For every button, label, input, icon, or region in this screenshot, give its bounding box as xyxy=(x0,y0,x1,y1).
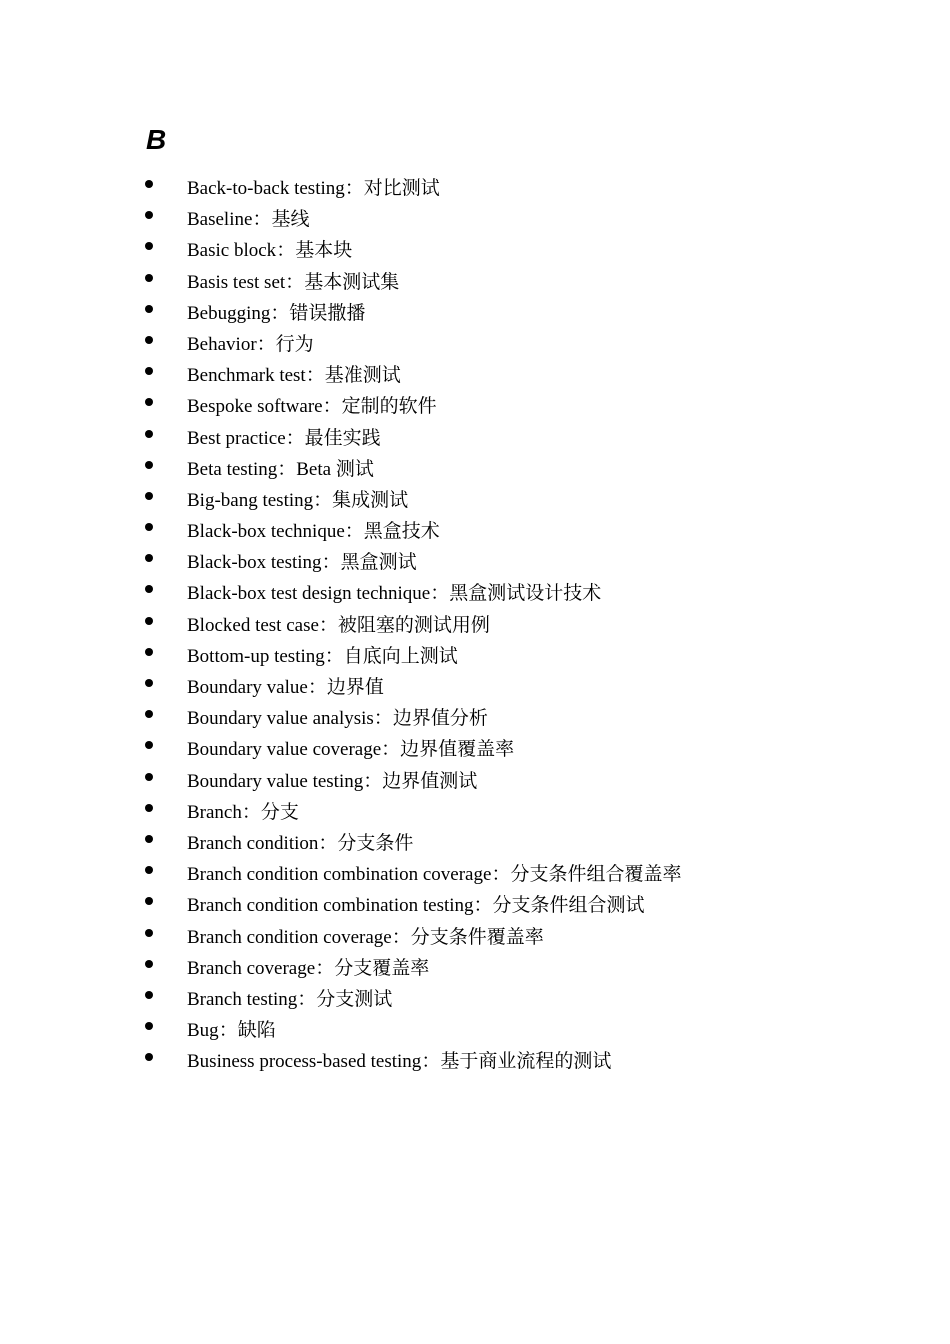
entry-term: Blocked test case xyxy=(187,614,319,636)
glossary-entry xyxy=(0,516,950,547)
glossary-entry xyxy=(0,890,950,921)
bullet-icon xyxy=(145,804,153,812)
bullet-icon xyxy=(145,648,153,656)
entry-text xyxy=(187,984,392,1015)
entry-text xyxy=(187,423,381,454)
entry-text xyxy=(187,703,488,734)
entry-text xyxy=(187,1046,611,1077)
entry-term: Beta testing xyxy=(187,458,278,480)
bullet-icon xyxy=(145,305,153,313)
bullet-icon xyxy=(145,1022,153,1030)
entry-translation: 最佳实践 xyxy=(304,427,381,449)
entry-separator: ： xyxy=(241,801,261,823)
entry-separator: ： xyxy=(277,458,297,480)
entry-translation: 集成测试 xyxy=(332,489,409,511)
entry-term: Back-to-back testing xyxy=(187,178,345,199)
bullet-icon xyxy=(145,398,153,406)
glossary-entry xyxy=(0,1046,950,1077)
entry-text xyxy=(187,578,601,609)
entry-text xyxy=(187,859,681,890)
bullet-icon xyxy=(145,835,153,843)
glossary-entry xyxy=(0,828,950,859)
entry-separator: ： xyxy=(344,521,364,543)
bullet-icon xyxy=(145,211,153,219)
entry-separator: ： xyxy=(256,333,276,355)
glossary-entry xyxy=(0,360,950,391)
glossary-entry xyxy=(0,329,950,360)
entry-term: Boundary value testing xyxy=(187,770,364,792)
entry-text xyxy=(187,454,374,485)
glossary-entry xyxy=(0,859,950,890)
bullet-icon xyxy=(145,180,153,188)
entry-term: Bespoke software xyxy=(187,396,323,418)
bullet-icon xyxy=(145,741,153,749)
entry-separator: ： xyxy=(218,1020,238,1042)
bullet-icon xyxy=(145,710,153,718)
entry-translation: 边界值覆盖率 xyxy=(400,739,515,761)
bullet-icon xyxy=(145,866,153,874)
entry-separator: ： xyxy=(473,895,493,917)
entry-translation: 分支 xyxy=(260,801,299,823)
bullet-icon xyxy=(145,929,153,937)
glossary-entry xyxy=(0,298,950,329)
entry-term: Business process-based testing xyxy=(187,1051,422,1073)
glossary-entry xyxy=(0,922,950,953)
entry-term: Boundary value analysis xyxy=(187,708,374,730)
glossary-entry xyxy=(0,610,950,641)
glossary-entry xyxy=(0,391,950,422)
entry-translation: 分支条件覆盖率 xyxy=(410,926,544,948)
entry-translation: 行为 xyxy=(275,333,314,355)
bullet-icon xyxy=(145,585,153,593)
entry-text xyxy=(187,547,417,578)
bullet-icon xyxy=(145,773,153,781)
bullet-icon xyxy=(145,617,153,625)
entry-translation: 基线 xyxy=(271,209,310,231)
entry-translation: 黑盒技术 xyxy=(363,521,440,543)
entry-text xyxy=(187,173,440,204)
entry-separator: ： xyxy=(307,677,327,698)
entry-translation: 黑盒测试 xyxy=(340,552,417,574)
bullet-icon xyxy=(145,461,153,469)
entry-translation: 自底向上测试 xyxy=(343,645,458,667)
entry-separator: ： xyxy=(285,271,305,293)
bullet-icon xyxy=(145,336,153,344)
entry-text xyxy=(187,797,299,828)
bullet-icon xyxy=(145,991,153,999)
entry-text xyxy=(187,329,314,360)
entry-translation: 基本测试集 xyxy=(304,271,400,293)
entry-term: Bottom-up testing xyxy=(187,645,325,667)
entry-separator: ： xyxy=(297,988,317,1010)
entry-separator: ： xyxy=(421,1051,441,1073)
entry-term: Bebugging xyxy=(187,302,271,324)
entry-translation: 基于商业流程的测试 xyxy=(440,1051,612,1073)
entry-term: Boundary value coverage xyxy=(187,739,382,761)
glossary-entry xyxy=(0,766,950,797)
entry-translation: 分支条件组合覆盖率 xyxy=(510,864,682,886)
entry-text xyxy=(187,734,514,765)
entry-translation: 边界值 xyxy=(326,677,384,698)
glossary-list xyxy=(0,173,950,1077)
entry-translation: 分支条件 xyxy=(337,832,414,854)
entry-translation: 定制的软件 xyxy=(341,396,437,418)
entry-separator: ： xyxy=(322,396,342,418)
entry-separator: ： xyxy=(430,583,450,605)
entry-text xyxy=(187,1015,276,1046)
entry-separator: ： xyxy=(321,552,341,574)
bullet-icon xyxy=(145,1053,153,1061)
section-heading: B xyxy=(146,124,167,155)
glossary-entry xyxy=(0,173,950,204)
entry-text xyxy=(187,235,352,266)
entry-text xyxy=(187,828,413,859)
entry-text xyxy=(187,267,399,298)
bullet-icon xyxy=(145,367,153,375)
entry-translation: 缺陷 xyxy=(237,1020,276,1042)
entry-text xyxy=(187,890,645,921)
entry-term: Black-box test design technique xyxy=(187,583,431,605)
glossary-entry xyxy=(0,1015,950,1046)
bullet-icon xyxy=(145,897,153,905)
bullet-icon xyxy=(145,960,153,968)
entry-term: Best practice xyxy=(187,427,286,449)
glossary-entry xyxy=(0,953,950,984)
entry-text xyxy=(187,516,440,547)
entry-text xyxy=(187,641,458,672)
bullet-icon xyxy=(145,554,153,562)
entry-text xyxy=(187,391,437,422)
entry-translation: Beta 测试 xyxy=(296,458,374,480)
entry-separator: ： xyxy=(491,864,511,886)
entry-translation: 对比测试 xyxy=(363,178,440,199)
bullet-icon xyxy=(145,274,153,282)
entry-translation: 分支覆盖率 xyxy=(334,957,430,979)
entry-term: Bug xyxy=(187,1020,219,1042)
entry-separator: ： xyxy=(285,427,305,449)
glossary-entry xyxy=(0,641,950,672)
glossary-entry xyxy=(0,204,950,235)
entry-term: Benchmark test xyxy=(187,365,306,387)
entry-translation: 边界值分析 xyxy=(392,708,488,730)
glossary-entry xyxy=(0,984,950,1015)
entry-separator: ： xyxy=(381,739,401,761)
entry-term: Basic block xyxy=(187,240,277,262)
entry-term: Baseline xyxy=(187,209,253,231)
entry-translation: 错误撒播 xyxy=(289,302,366,324)
entry-separator: ： xyxy=(313,489,333,511)
entry-term: Branch coverage xyxy=(187,957,316,979)
entry-separator: ： xyxy=(363,770,383,792)
glossary-entry xyxy=(0,423,950,454)
entry-text xyxy=(187,922,544,953)
entry-text xyxy=(187,485,408,516)
entry-term: Branch xyxy=(187,801,242,823)
entry-separator: ： xyxy=(252,209,272,231)
entry-text xyxy=(187,610,490,641)
glossary-entry xyxy=(0,578,950,609)
glossary-entry xyxy=(0,267,950,298)
glossary-entry xyxy=(0,485,950,516)
bullet-icon xyxy=(145,430,153,438)
entry-translation: 基本块 xyxy=(295,240,353,262)
entry-term: Branch condition combination coverage xyxy=(187,864,492,886)
entry-translation: 被阻塞的测试用例 xyxy=(337,614,490,636)
entry-text xyxy=(187,360,401,391)
entry-term: Black-box testing xyxy=(187,552,322,574)
glossary-entry xyxy=(0,797,950,828)
entry-text xyxy=(187,953,429,984)
entry-term: Behavior xyxy=(187,333,257,355)
entry-separator: ： xyxy=(318,614,338,636)
entry-translation: 分支测试 xyxy=(316,988,393,1010)
entry-term: Branch testing xyxy=(187,988,298,1010)
entry-separator: ： xyxy=(344,178,364,199)
entry-term: Black-box technique xyxy=(187,521,345,543)
entry-separator: ： xyxy=(318,832,338,854)
entry-separator: ： xyxy=(373,708,393,730)
entry-separator: ： xyxy=(315,957,335,979)
entry-text xyxy=(187,204,309,235)
glossary-entry xyxy=(0,734,950,765)
entry-text xyxy=(187,672,384,703)
entry-separator: ： xyxy=(391,926,411,948)
entry-translation: 分支条件组合测试 xyxy=(492,895,645,917)
bullet-icon xyxy=(145,523,153,531)
entry-term: Basis test set xyxy=(187,271,286,293)
glossary-entry xyxy=(0,235,950,266)
entry-term: Branch condition combination testing xyxy=(187,895,474,917)
glossary-entry xyxy=(0,454,950,485)
entry-translation: 基准测试 xyxy=(324,365,401,387)
entry-term: Boundary value xyxy=(187,677,308,698)
glossary-entry xyxy=(0,547,950,578)
bullet-icon xyxy=(145,242,153,250)
entry-separator: ： xyxy=(305,365,325,387)
entry-separator: ： xyxy=(270,302,290,324)
entry-separator: ： xyxy=(276,240,296,262)
entry-translation: 黑盒测试设计技术 xyxy=(449,583,602,605)
entry-term: Branch condition xyxy=(187,832,319,854)
entry-term: Branch condition coverage xyxy=(187,926,392,948)
entry-text xyxy=(187,766,477,797)
bullet-icon xyxy=(145,679,153,687)
entry-text xyxy=(187,298,365,329)
bullet-icon xyxy=(145,492,153,500)
entry-separator: ： xyxy=(324,645,344,667)
glossary-entry xyxy=(0,703,950,734)
entry-translation: 边界值测试 xyxy=(382,770,478,792)
glossary-entry xyxy=(0,672,950,703)
entry-term: Big-bang testing xyxy=(187,489,314,511)
